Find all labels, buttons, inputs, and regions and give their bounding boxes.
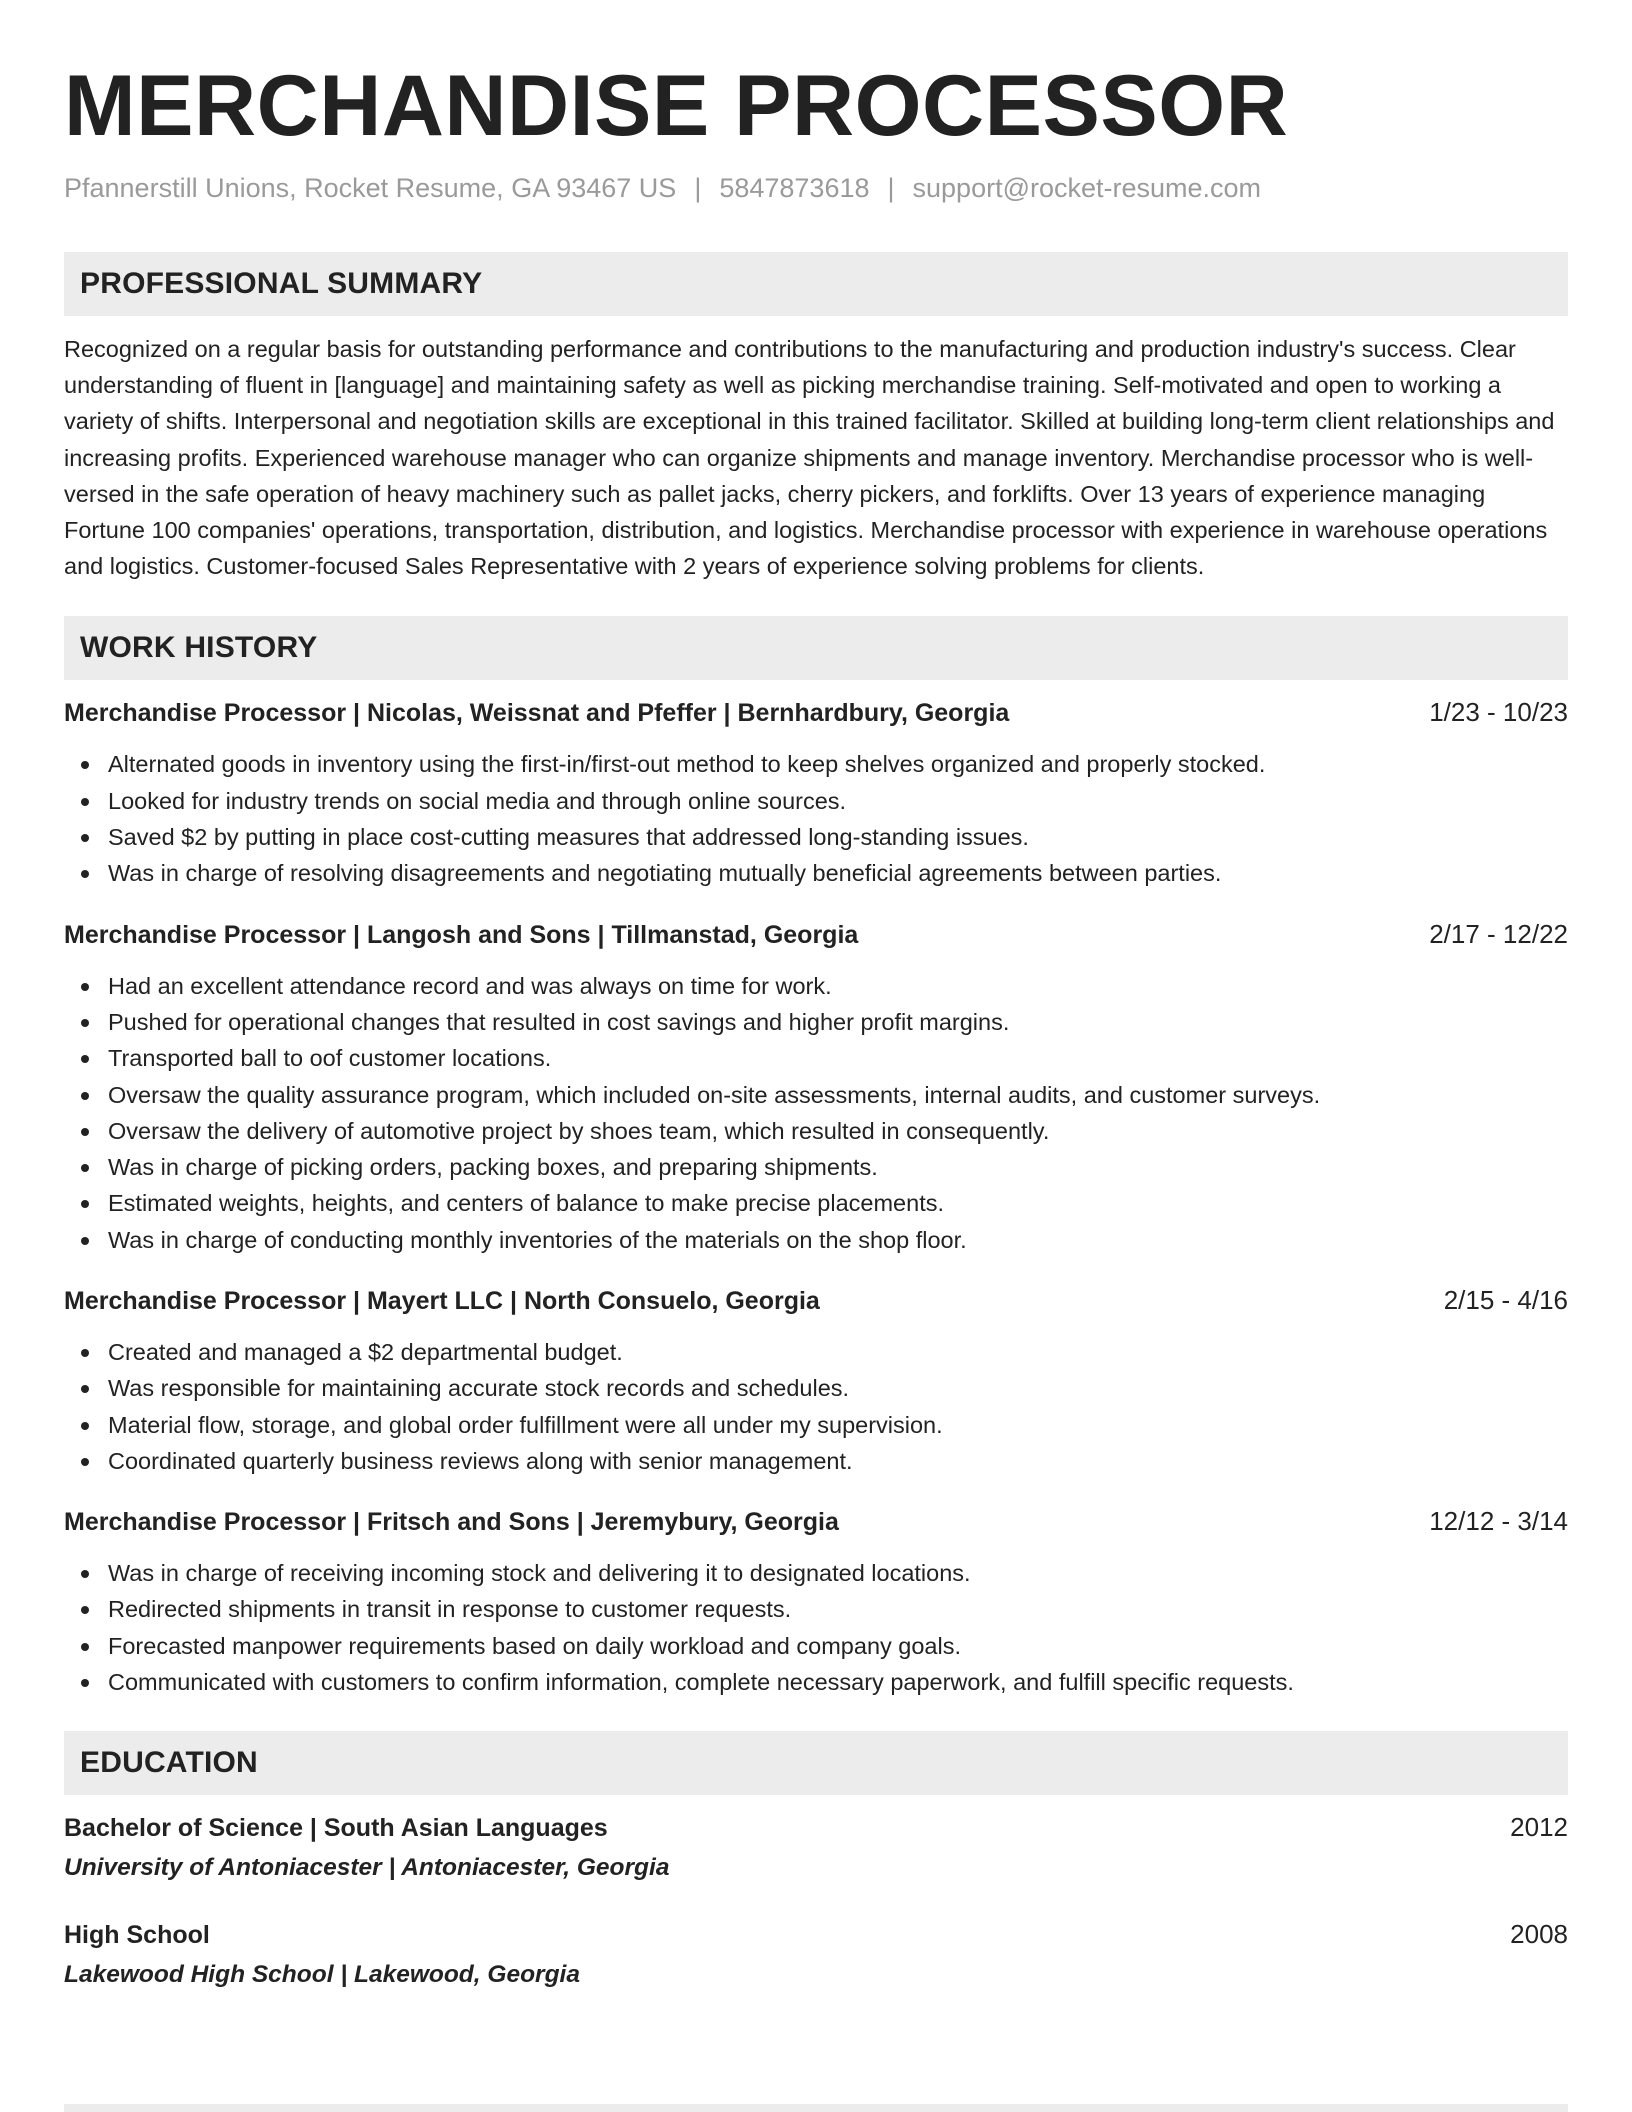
job-bullets xyxy=(64,746,1568,891)
job-bullet: Had an excellent attendance record and was always on time for work. xyxy=(78,968,1568,1004)
job-dates: 2/17 - 12/22 xyxy=(1429,918,1568,949)
contact-separator: | xyxy=(887,173,895,203)
job-bullet: Coordinated quarterly business reviews along with senior management. xyxy=(78,1443,1568,1479)
job-entry xyxy=(64,1282,1568,1479)
contact-line xyxy=(64,170,1568,206)
resume-name: MERCHANDISE PROCESSOR xyxy=(64,58,1289,154)
education-school: Lakewood High School | Lakewood, Georgia xyxy=(64,1961,580,1989)
job-dates: 12/12 - 3/14 xyxy=(1429,1506,1568,1537)
education-header xyxy=(64,1916,1568,1953)
education-degree: Bachelor of Science | South Asian Languages xyxy=(64,1814,608,1843)
education-degree: High School xyxy=(64,1921,210,1950)
job-bullet: Forecasted manpower requirements based on daily workload and company goals. xyxy=(78,1628,1568,1664)
education-year: 2008 xyxy=(1510,1919,1568,1950)
job-bullet: Was in charge of conducting monthly inventories of the materials on the shop floor. xyxy=(78,1222,1568,1258)
job-bullet: Alternated goods in inventory using the first-in/first-out method to keep shelves organized and properly stocked. xyxy=(78,746,1568,782)
education-header xyxy=(64,1809,1568,1846)
job-bullet: Was in charge of resolving disagreements and negotiating mutually beneficial agreements between parties. xyxy=(78,855,1568,891)
job-title: Merchandise Processor | Fritsch and Sons | Jeremybury, Georgia xyxy=(64,1508,839,1537)
job-entry xyxy=(64,694,1568,891)
job-header xyxy=(64,1282,1568,1319)
job-bullet: Oversaw the quality assurance program, which included on-site assessments, internal audits, and customer surveys. xyxy=(78,1077,1568,1113)
job-bullet: Communicated with customers to confirm information, complete necessary paperwork, and fulfill specific requests. xyxy=(78,1664,1568,1700)
education-school: University of Antoniacester | Antoniacester, Georgia xyxy=(64,1854,670,1882)
job-bullets xyxy=(64,1334,1568,1479)
job-title: Merchandise Processor | Langosh and Sons | Tillmanstad, Georgia xyxy=(64,920,859,949)
job-bullet: Transported ball to oof customer locations. xyxy=(78,1040,1568,1076)
job-bullet: Saved $2 by putting in place cost-cutting measures that addressed long-standing issues. xyxy=(78,819,1568,855)
job-bullet: Oversaw the delivery of automotive project by shoes team, which resulted in consequently. xyxy=(78,1113,1568,1149)
education-year: 2012 xyxy=(1510,1812,1568,1843)
summary-heading: PROFESSIONAL SUMMARY xyxy=(64,252,1568,316)
job-bullet: Material flow, storage, and global order fulfillment were all under my supervision. xyxy=(78,1407,1568,1443)
job-title: Merchandise Processor | Mayert LLC | North Consuelo, Georgia xyxy=(64,1286,820,1315)
contact-separator: | xyxy=(694,173,702,203)
job-bullet: Was in charge of receiving incoming stock and delivering it to designated locations. xyxy=(78,1555,1568,1591)
work-history-heading: WORK HISTORY xyxy=(64,616,1568,680)
contact-address: Pfannerstill Unions, Rocket Resume, GA 93467 US xyxy=(64,173,677,203)
next-section-bar xyxy=(64,2104,1568,2112)
education-entry xyxy=(64,1809,1568,1886)
job-bullet: Was in charge of picking orders, packing boxes, and preparing shipments. xyxy=(78,1149,1568,1185)
job-header xyxy=(64,1503,1568,1540)
summary-text: Recognized on a regular basis for outstanding performance and contributions to the manufacturing and production industry's success. Clear understanding of fluent in [language] and maintaining safety as well as picking merchandise training. Self-motivated and open to working a variety of shifts. Interpersonal and negotiation skills are exceptional in this trained facilitator. Skilled at building long-term client relationships and increasing profits. Experienced warehouse manager who can organize shipments and manage inventory. Merchandise processor who is well-versed in the safe operation of heavy machinery such as pallet jacks, cherry pickers, and forklifts. Over 13 years of experience managing Fortune 100 companies' operations, transportation, distribution, and logistics. Merchandise processor with experience in warehouse operations and logistics. Customer-focused Sales Representative with 2 years of experience solving problems for clients. xyxy=(64,336,1555,580)
job-bullet: Estimated weights, heights, and centers of balance to make precise placements. xyxy=(78,1185,1568,1221)
job-bullet: Created and managed a $2 departmental budget. xyxy=(78,1334,1568,1370)
job-title: Merchandise Processor | Nicolas, Weissnat and Pfeffer | Bernhardbury, Georgia xyxy=(64,699,1010,728)
job-dates: 2/15 - 4/16 xyxy=(1443,1284,1568,1315)
contact-email: support@rocket-resume.com xyxy=(912,173,1262,203)
job-bullet: Redirected shipments in transit in response to customer requests. xyxy=(78,1591,1568,1627)
job-bullet: Pushed for operational changes that resulted in cost savings and higher profit margins. xyxy=(78,1004,1568,1040)
contact-phone: 5847873618 xyxy=(719,173,870,203)
job-bullets xyxy=(64,968,1568,1258)
job-entry xyxy=(64,916,1568,1258)
job-header xyxy=(64,694,1568,731)
job-bullet: Was responsible for maintaining accurate stock records and schedules. xyxy=(78,1370,1568,1406)
job-dates: 1/23 - 10/23 xyxy=(1429,697,1568,728)
job-bullet: Looked for industry trends on social media and through online sources. xyxy=(78,783,1568,819)
job-bullets xyxy=(64,1555,1568,1700)
job-header xyxy=(64,916,1568,953)
education-heading: EDUCATION xyxy=(64,1731,1568,1795)
job-entry xyxy=(64,1503,1568,1700)
education-entry xyxy=(64,1916,1568,1993)
